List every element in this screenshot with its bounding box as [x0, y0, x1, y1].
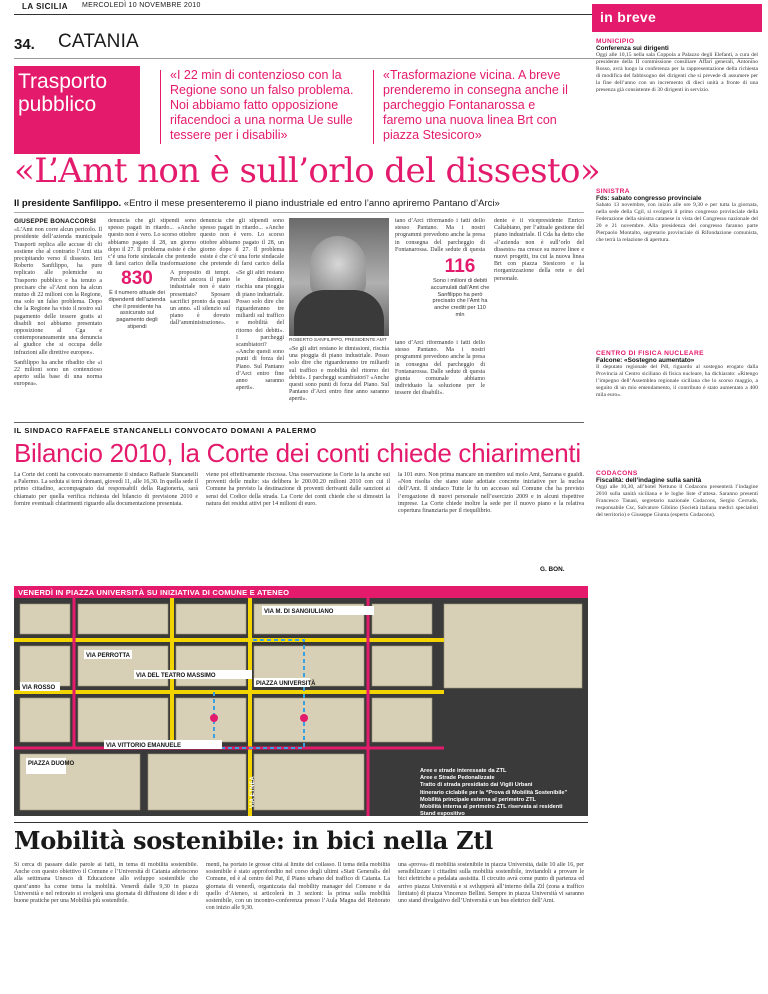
article3-text: una «prova» di mobilità sostenibile in piazza Università, dalle 10 alle 16, per sensibilizzare i cittadini sulla mobilità sostenibile, invitandoli a provare le bici elettriche a pedalata assistita. Il circuito avrà come punto di partenza ed arrivo piazza Università e si svilupperà all’interno della Ztl (zona a traffico limitato) di piazza Vincenzo Bellini. Sempre in piazza Università vi saranno uno stand divulgativo dell’Università e un bus elettrico dell’Amt. [398, 862, 584, 905]
legend-item: Mobilità principale esterna al perimetro ZTL [420, 796, 536, 803]
brief-section: CODACONS [596, 470, 638, 477]
portrait-body [294, 290, 384, 336]
article1-text: «L’Amt non corre alcun pericolo. Il presidente dell’azienda municipale Trasporti replica alle accuse di chi sostiene che al contrario l’Amt stia precipitando verso il dissesto. Ieri Roberto Sanfilippo, ha pure replicato alle polemiche su Trasporto pubblico e ha tenuto a precisare che «l’Amt non ha alcun mutuo di 22 milioni con la Regione, ma solo un falso problema. Dopo che la Regione ha visto il nostro sul pagamento delle tessere gratis ai disabili noi abbiamo presentato opposizione al Cga e contemporaneamente una denuncia al giudice che si occupa delle infrazioni alle direttive europee». [14, 227, 102, 356]
street-label: VIA ROSSO [22, 685, 56, 691]
article2-column-3 [398, 472, 584, 564]
stat-caption: È il numero attuale dei dipendenti dell’azienda che il presidente ha assicurato sul pagamento degli stipendi [108, 290, 166, 330]
topic-kicker: Trasporto pubblico [18, 70, 108, 116]
quote-bar [160, 70, 161, 144]
street-label: PIAZZA UNIVERSITÀ [256, 681, 316, 687]
legend-item: Tratto di strada presidiato dai Vigili Urbani [420, 782, 533, 789]
article1-text: «Se gli altri restano le dimissioni, rischia una pioggia di piano industriale. Posso solo dire che riguarderanno tre miliardi sul traffico e mobilità del ritorno dei debiti». I parcheggi scambiatori? «Anche questi sono punti di forza del Piano. Sul Pantano d’Arci entro fine anno saranno aperti». [236, 270, 284, 392]
subheadline-lead: Il presidente Sanfilippo. [14, 198, 122, 209]
article1-column-3b [289, 346, 389, 416]
article2-column-2 [206, 472, 390, 580]
article1-byline: GIUSEPPE BONACCORSI [14, 218, 96, 225]
stat-box-830 [108, 268, 166, 352]
street-label: VIA DEL TEATRO MASSIMO [136, 673, 216, 679]
article2-text: viene poi effettivamente riscossa. Una osservazione la Corte la fa anche sui proventi delle multe: sta delibera le 200.00.20 milioni 2010 con cui il Comune ha previsto la destinazione di proventi derivanti dalle sanzioni ai sensi del Codice della strada. La Corte dei conti chiede che si dimostri la natura dei residui attivi per 14 milioni di euro. [206, 472, 390, 507]
article1-column-3a [200, 218, 284, 266]
article3-rule [14, 822, 588, 823]
main-headline[interactable]: «L’Amt non è sull’orlo del dissesto» [14, 151, 601, 191]
article1-text: tano d’Arci riformando i fatti dello stesso Pantano. Ma i nostri programmi prevedono anche la presa in consegna del parcheggio di Fontanarossa. Dalle sedute di questa giunta comunale abbiamo individuato la soluzione per le tessere dei disabili». [395, 340, 485, 397]
legend-item: Stand espositivo [420, 811, 465, 818]
street-label: VIA ETNEA [250, 776, 256, 808]
stat-caption: Sono i milioni di debiti accumulati dall’Amt che Sanfilippo ha però precisato che l’Amt ha anche crediti per 110 mln [430, 278, 490, 318]
brief-section: SINISTRA [596, 188, 630, 195]
brief-text: Il deputato regionale del Pdl, riguardo al sostegno erogato dalla Provincia al Centro siciliano di fisica nucleare, ha dichiarato: «Ritengo l’impegno dell’Assemblea regionale siciliana che lo scorso maggio, a seguito di un mio emendamento, il contributo è stato aumentato a 400 mila euro». [596, 364, 758, 398]
brief-text: Sabato 13 novembre, con inizio alle ore 9,30 e per tutta la giornata, nella sede della Cgil, si svolgerà il primo congresso provinciale della Federazione della sinistra catanese in vista del Congresso nazionale del 20 e 21 novembre. Alla presidenza del congresso faranno parte Pierpaolo Montalto, segretario provinciale di Rifondazione comunista, che terrà la relazione di apertura. [596, 202, 758, 243]
quote-bar [373, 70, 374, 144]
legend-item: Aree e Strade Pedonalizzate [420, 775, 495, 782]
brief-section: MUNICIPIO [596, 38, 635, 45]
article1-text: denuncia che gli stipendi sono spesso pagati in ritardo... «Anche questo non è vero. Lo scorso ottobre abbiamo pagato il 28, un giorno dopo il 27. Il problema esiste è che c’è una forte sindacale che pretende di farsi carico della [200, 218, 284, 266]
article2-kicker: IL SINDACO RAFFAELE STANCANELLI CONVOCATO DOMANI A PALERMO [14, 426, 317, 435]
street-label: VIA PERROTTA [86, 653, 131, 659]
photo-caption: ROBERTO SANFILIPPO, PRESIDENTE AMT [289, 338, 387, 343]
article1-column-4a [395, 218, 485, 254]
article1-text: dente è il vicepresidente Enrico Caltabiano, per l’attuale gestione del piano industriale. Il Cda ha detto che «l’azienda non è sull’orlo del dissesto» ma cresce su nuove linee e nuovi progetti, tra cui la nuova linea Brt con piazza Stesicoro e la riorganizzazione della rete e del personale. [494, 218, 584, 282]
article3-column-3 [398, 862, 584, 990]
brief-title: Falcone: «Sostegno aumentato» [596, 357, 695, 364]
article2-headline[interactable]: Bilancio 2010, la Corte dei conti chiede chiarimenti [14, 438, 581, 468]
article3-headline[interactable]: Mobilità sostenibile: in bici nella Ztl [14, 826, 493, 855]
article1-text: A proposito di tempi. Perché ancora il piano industriale non è stato presentato? Sposare sacrifici pronto da quasi un anno. «Il silenzio sul piano è dovuto dall’amministrazione». [170, 270, 230, 327]
stat-number: 116 [444, 256, 476, 277]
article1-column-1 [14, 218, 102, 416]
article2-signature: G. BON. [540, 566, 565, 573]
street-label: PIAZZA DUOMO [28, 761, 75, 767]
brief-title: Fiscalità: dell’indagine sulla sanità [596, 477, 702, 484]
article1-column-4b [395, 340, 485, 416]
article3-column-1 [14, 862, 198, 990]
pull-quote-1: «I 22 min di contenzioso con la Regione sono un falso problema. Noi abbiamo fatto opposizione rifacendoci a una norma Ue sulle tessere per i disabili» [170, 68, 354, 142]
article1-column-2a [108, 218, 196, 266]
article3-text: menti, ha portato le grosse città al limite del collasso. Il tema della mobilità sostenibile è stato approfondito nel corso degli ultimi «Stati Generali» del Comune, ed è al centro del Put, il Piano urbano del traffico di Catania. La giornata di venerdì, organizzata dal mobility manager del Comune e da quello d’Ateneo, si articolerà in 3 sezioni: la prima sulla mobilità sostenibile, con un incontro-conferenza presso l’Aula Magna del Rettorato con inizio alle 9,30. [206, 862, 390, 912]
article1-column-3c [236, 270, 284, 416]
article1-text: Sanfilippo ha anche ribadito che «i 22 milioni sono un contenzioso aperto sulla base di una norma europea». [14, 359, 102, 388]
article2-text: la 101 euro. Non prima mancare un membro sul molo Amt, Sarzana e gualdi. «Non risolta che siano state adottate concrete iniziative per la nuclea dell’Amt. Il sindaco Tutte le fu un accesso sul Comune che ha previsto l’erogazione di nuovi personale nell’esercizio 2009 e in alcuni rispettive imprese. La Corte chiede inoltre la sede per il nuovo piano e la relativa copertura finanziaria per il riequilibrio. [398, 472, 584, 515]
article1-column-2b [170, 270, 230, 416]
brief-item[interactable] [596, 188, 758, 244]
map-band-title: VENERDÌ IN PIAZZA UNIVERSITÀ SU INIZIATIVA DI COMUNE E ATENEO [18, 588, 290, 597]
brief-text: Oggi alle 10,15 nella sala Coppola a Palazzo degli Elefanti, a cura del presidente della II commissione consiliare Affari generali, Antonino Rosso, avrà luogo la conferenza per la rappresentazione della richiesta di modifica del fabbisogno dei dirigenti che si prevede di assumere per la fine dell’anno con un incremento di dieci unità a fronte di una presenza già consistente di 30 dirigenti in servizio. [596, 52, 758, 93]
map-legend [420, 768, 588, 818]
legend-item: Mobilità interna al perimetro ZTL riservata ai residenti [420, 804, 563, 811]
issue-date: MERCOLEDÌ 10 NOVEMBRE 2010 [82, 2, 201, 9]
in-breve-title: in breve [600, 9, 657, 25]
brief-item[interactable] [596, 470, 758, 519]
subhead-rule [14, 212, 584, 213]
article1-text: denuncia che gli stipendi sono spesso pagati in ritardo... «Anche questo non è vero. Lo scorso ottobre abbiamo pagato il 28, un giorno dopo il 27. Il problema esiste è che c’è una forte sindacale che pretende di farsi carico della trasformazione [108, 218, 196, 266]
legend-item: Aree e strade interessate da ZTL [420, 768, 507, 774]
subheadline-rest: «Entro il mese presenteremo il piano industriale ed entro l’anno apriremo Pantano d’Arci» [121, 198, 500, 209]
stat-number: 830 [121, 268, 153, 289]
brief-text: Oggi alle 10,30, all’hotel Nettuno il Codacons presenterà l’indagine 2010 sulla sanità siciliana e le loghe liste d’attesa. Saranno presenti Francesco Tanasi, segretario nazionale Codacons, Sergio Cerrudo, responsabile Csc, Salvatore Gibiino (Società italiana medici specialisti del territorio) e Giuseppe Giunta (esperto Codacons). [596, 484, 758, 518]
legend-item: Itinerario ciclabile per la “Prova di Mobilità Sostenibile” [420, 789, 568, 796]
newspaper-logo: LA SICILIA [22, 2, 69, 11]
street-label: VIA VITTORIO EMANUELE [106, 743, 182, 749]
article1-text: tano d’Arci riformando i fatti dello stesso Pantano. Ma i nostri programmi prevedono anche la presa in consegna del parcheggio di Fontanarossa. Dalle sedute di questa [395, 218, 485, 253]
article2-column-1 [14, 472, 198, 580]
brief-section: CENTRO DI FISICA NUCLEARE [596, 350, 704, 357]
article2-rule [14, 422, 584, 423]
stat-box-116 [430, 256, 490, 336]
article3-text: Si cerca di passare dalle parole ai fatti, in tema di mobilità sostenibile. Anche con questo obiettivo il Comune e l’Università di Catania aderiscono alla settimana Unesco di Educazione allo sviluppo sostenibile che quest’anno ha come tema la mobilità. Venerdì dalle 9,30 in piazza Università e nel rettorato si svolgerà una giornata di diffusione di idee e di buone pratiche per una Mobilità più sostenibile. [14, 862, 198, 905]
article1-column-5 [494, 218, 584, 416]
article1-text: «Se gli altri restano le dimissioni, rischia una pioggia di piano industriale. Posso solo dire che riguarderanno tre miliardi sul traffico e mobilità del ritorno dei debiti». I parcheggi scambiatori? «Anche questi sono punti di forza del Piano. Sul Pantano d’Arci entro fine anno saranno aperti». [289, 346, 389, 403]
article3-column-2 [206, 862, 390, 990]
brief-title: Fds: sabato congresso provinciale [596, 195, 702, 202]
street-label: VIA M. DI SANGIULIANO [264, 609, 334, 615]
section-title: CATANIA [58, 31, 139, 52]
brief-title: Conferenza sui dirigenti [596, 45, 669, 52]
page-number: 34. [14, 36, 35, 53]
pull-quote-2: «Trasformazione vicina. A breve prenderemo in consegna anche il parcheggio Fontanarossa e faremo una nuova linea Brt con piazza Stesicoro» [383, 68, 568, 142]
brief-item[interactable] [596, 350, 758, 399]
article2-text: La Corte dei conti ha convocato nuovamente il sindaco Raffaele Stancanelli a Palermo. La seduta si terrà domani, giovedì 11, alle 16,30. In quella sede il primo cittadino, accompagnato dai responsabili della Ragioneria, sarà chiamato per quella verifica richiesta del bilancio di previsione 2010 e fornire eventuali chiarimenti riguardo alla documentazione presentata. [14, 472, 198, 507]
brief-item[interactable] [596, 38, 758, 94]
subheadline [14, 198, 584, 210]
